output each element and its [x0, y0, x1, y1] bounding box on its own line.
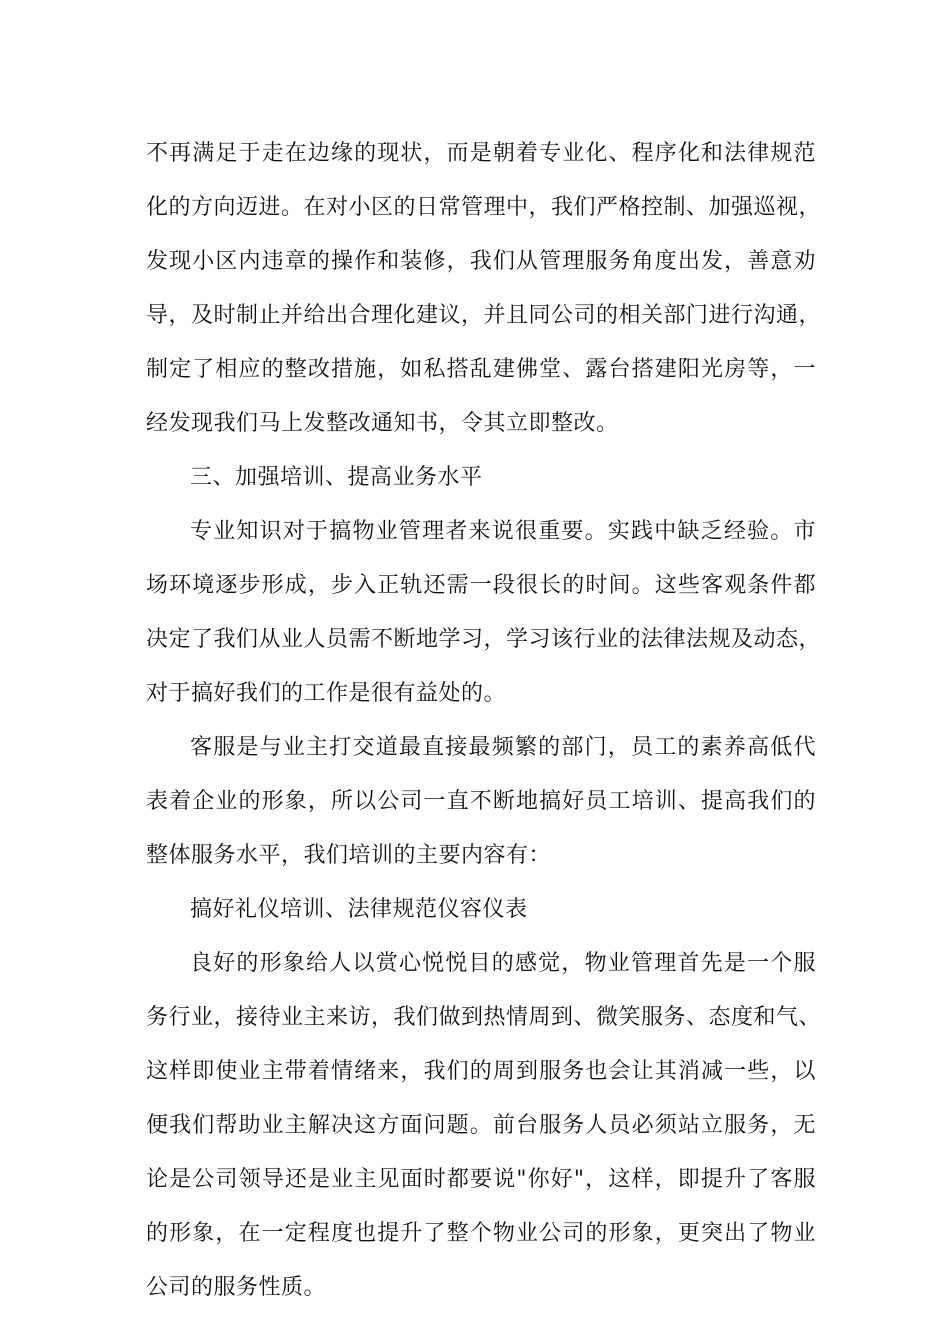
text-line: 的形象，在一定程度也提升了整个物业公司的形象，更突出了物业 [146, 1221, 816, 1246]
text-line: 化的方向迈进。在对小区的日常管理中，我们严格控制、加强巡视， [146, 195, 822, 220]
text-line: 务行业，接待业主来访，我们做到热情周到、微笑服务、态度和气、 [146, 1005, 822, 1030]
text-line: 良好的形象给人以赏心悦悦目的感觉，物业管理首先是一个服 [190, 951, 816, 976]
text-line: 导，及时制止并给出合理化建议，并且同公司的相关部门进行沟通， [146, 303, 822, 328]
text-line: 公司的服务性质。 [146, 1275, 327, 1300]
text-line: 整体服务水平，我们培训的主要内容有： [146, 843, 552, 868]
text-line: 这样即使业主带着情绪来，我们的周到服务也会让其消减一些，以 [146, 1059, 816, 1084]
document-body [146, 127, 822, 1315]
text-line: 不再满足于走在边缘的现状，而是朝着专业化、程序化和法律规范 [146, 141, 816, 166]
text-line: 专业知识对于搞物业管理者来说很重要。实践中缺乏经验。市 [190, 519, 816, 544]
text-line: 发现小区内违章的操作和装修，我们从管理服务角度出发，善意劝 [146, 249, 816, 274]
text-line: 客服是与业主打交道最直接最频繁的部门，员工的素养高低代 [190, 735, 816, 760]
section-heading: 三、加强培训、提高业务水平 [190, 465, 483, 490]
text-line: 制定了相应的整改措施，如私搭乱建佛堂、露台搭建阳光房等，一 [146, 357, 816, 382]
text-line: 对于搞好我们的工作是很有益处的。 [146, 681, 507, 706]
text-line: 经发现我们马上发整改通知书，令其立即整改。 [146, 411, 619, 436]
subsection-heading: 搞好礼仪培训、法律规范仪容仪表 [190, 897, 528, 922]
text-line: 场环境逐步形成，步入正轨还需一段很长的时间。这些客观条件都 [146, 573, 816, 598]
text-line: 决定了我们从业人员需不断地学习，学习该行业的法律法规及动态， [146, 627, 822, 652]
text-line: 表着企业的形象，所以公司一直不断地搞好员工培训、提高我们的 [146, 789, 816, 814]
text-line: 论是公司领导还是业主见面时都要说"你好"，这样，即提升了客服 [146, 1167, 816, 1192]
text-line: 便我们帮助业主解决这方面问题。前台服务人员必须站立服务，无 [146, 1113, 816, 1138]
